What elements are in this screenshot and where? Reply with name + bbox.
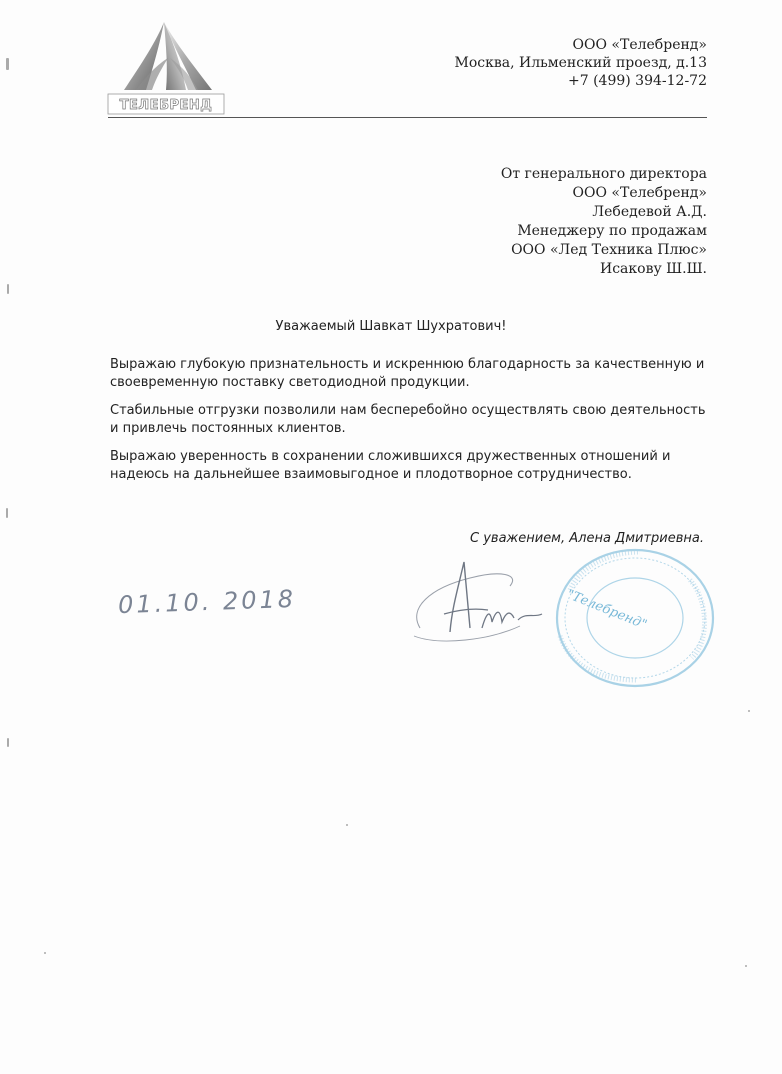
scan-speck <box>7 738 9 747</box>
addressee-line: Исакову Ш.Ш. <box>600 261 707 277</box>
company-address: Москва, Ильменский проезд, д.13 <box>454 55 707 71</box>
handwritten-date: 01.10. 2018 <box>117 584 297 620</box>
addressee-line: ООО «Телебренд» <box>572 185 707 201</box>
body-paragraph: Выражаю глубокую признательность и искреннюю благодарность за качественную и своевременную поставку светодиодной продукции. <box>110 357 705 390</box>
closing-line: С уважением, Алена Дмитриевна. <box>470 531 704 546</box>
scan-speck <box>44 952 46 954</box>
addressee-line: Менеджеру по продажам <box>517 223 707 239</box>
scan-speck <box>7 284 9 294</box>
logo-mark-icon <box>106 18 228 118</box>
company-phone: +7 (499) 394-12-72 <box>568 73 707 89</box>
company-name: ООО «Телебренд» <box>572 37 707 53</box>
header-divider <box>108 117 707 118</box>
stamp-text: "Телебренд" <box>564 587 649 633</box>
salutation: Уважаемый Шавкат Шухратович! <box>275 319 507 334</box>
body-paragraph: Выражаю уверенность в сохранении сложившихся дружественных отношений и надеюсь на дальнейшее взаимовыгодное и плодотворное сотрудничество. <box>110 449 671 482</box>
body-paragraph: Стабильные отгрузки позволили нам бесперебойно осуществлять свою деятельность и привлечь постоянных клиентов. <box>110 403 706 436</box>
logo-wordmark: ТЕЛЕБРЕНД <box>119 98 213 113</box>
scan-speck <box>6 58 9 70</box>
addressee-line: ООО «Лед Техника Плюс» <box>511 242 707 258</box>
scan-speck <box>6 508 8 518</box>
addressee-line: Лебедевой А.Д. <box>592 204 707 220</box>
addressee-line: От генерального директора <box>500 166 707 182</box>
scan-speck <box>346 824 348 826</box>
company-logo <box>106 18 228 118</box>
company-contacts <box>455 36 707 90</box>
scan-speck <box>745 965 747 967</box>
addressee-block <box>501 165 707 279</box>
letter-body <box>110 356 710 494</box>
scan-speck <box>748 710 750 712</box>
